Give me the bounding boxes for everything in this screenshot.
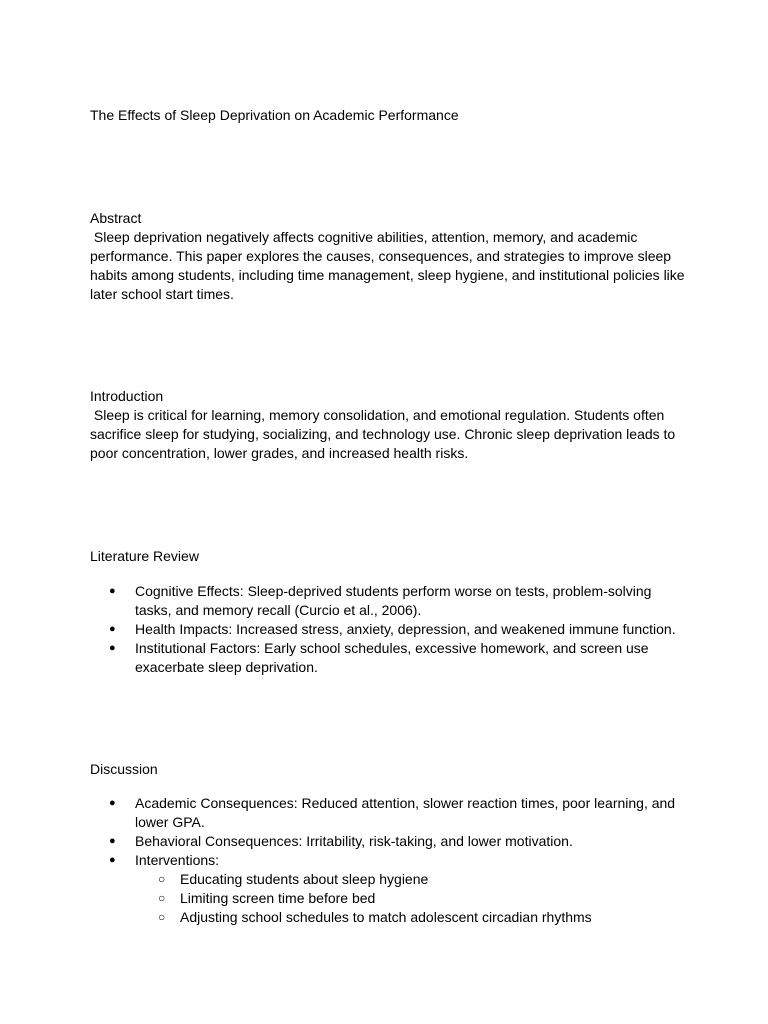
abstract-text: Sleep deprivation negatively affects cognitive abilities, attention, memory, and academic performance. This paper explores the causes, consequences, and strategies to improve sleep habits among students, including time management, sleep hygiene, and institutional policies like later school start times. <box>90 229 689 302</box>
list-item: ● Health Impacts: Increased stress, anxiety, depression, and weakened immune function. <box>90 620 680 639</box>
introduction-section <box>90 387 690 463</box>
literature-review-heading: Literature Review <box>90 548 199 564</box>
abstract-heading: Abstract <box>90 210 142 226</box>
discussion-list-container <box>90 794 680 927</box>
literature-review-list-container <box>90 582 680 677</box>
introduction-text: Sleep is critical for learning, memory consolidation, and emotional regulation. Students often sacrifice sleep for studying, socializing, and technology use. Chronic sleep deprivation leads to poor concentration, lower grades, and increased health risks. <box>90 407 680 461</box>
list-item: ● Academic Consequences: Reduced attention, slower reaction times, poor learning, and lower GPA. <box>90 794 680 832</box>
document-title: The Effects of Sleep Deprivation on Academic Performance <box>90 107 459 123</box>
interventions-label: Interventions: <box>135 852 220 868</box>
sub-list-item: ○ Adjusting school schedules to match adolescent circadian rhythms <box>135 908 680 927</box>
list-item: ● Institutional Factors: Early school schedules, excessive homework, and screen use exacerbate sleep deprivation. <box>90 639 680 677</box>
sub-list-item: ○ Limiting screen time before bed <box>135 889 680 908</box>
abstract-section <box>90 209 690 304</box>
discussion-list <box>90 794 680 927</box>
sub-list-item: ○ Educating students about sleep hygiene <box>135 870 680 889</box>
interventions-sublist <box>135 870 680 927</box>
discussion-heading: Discussion <box>90 761 158 777</box>
list-item: ● Cognitive Effects: Sleep-deprived students perform worse on tests, problem-solving tasks, and memory recall (Curcio et al., 2006). <box>90 582 680 620</box>
list-item: ● Behavioral Consequences: Irritability, risk-taking, and lower motivation. <box>90 832 680 851</box>
introduction-heading: Introduction <box>90 388 164 404</box>
literature-review-list <box>90 582 680 677</box>
list-item <box>90 851 680 927</box>
